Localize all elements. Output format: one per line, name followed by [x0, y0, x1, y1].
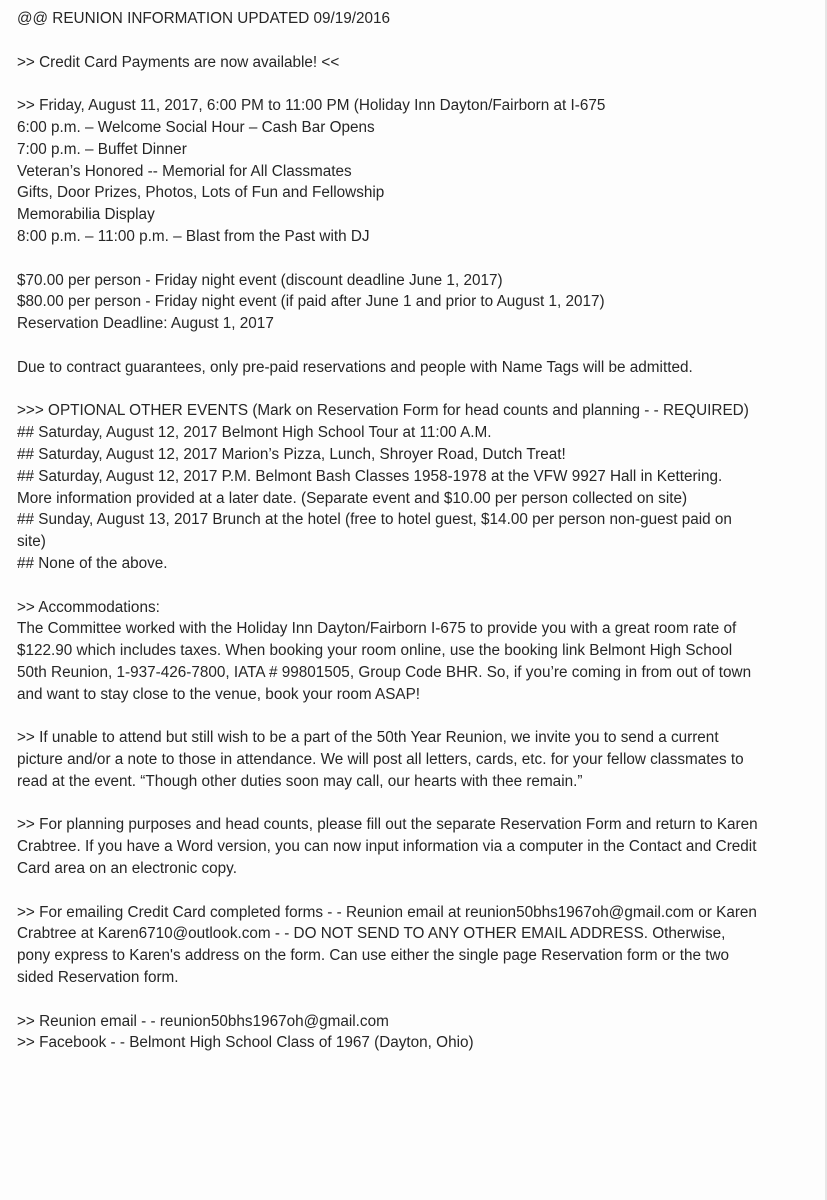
document-line: ## None of the above.: [17, 554, 168, 572]
blank-line: [17, 989, 817, 1011]
document-line: Card area on an electronic copy.: [17, 860, 237, 878]
document-line: Memorabilia Display: [17, 206, 155, 224]
blank-line: [17, 706, 817, 728]
document-line: More information provided at a later date. (Separate event and $10.00 per person collected on site): [17, 489, 688, 507]
document-line: 7:00 p.m. – Buffet Dinner: [17, 140, 187, 158]
document-line: 6:00 p.m. – Welcome Social Hour – Cash Bar Opens: [17, 118, 375, 136]
document-line: Veteran’s Honored -- Memorial for All Classmates: [17, 162, 352, 180]
document-line: $122.90 which includes taxes. When booking your room online, use the booking link Belmont High School: [17, 642, 733, 660]
document-line: >>> OPTIONAL OTHER EVENTS (Mark on Reservation Form for head counts and planning - - REQUIRED): [17, 402, 749, 420]
document-line: ## Sunday, August 13, 2017 Brunch at the hotel (free to hotel guest, $14.00 per person non-guest paid on: [17, 511, 732, 529]
reunion-information-document: [17, 8, 817, 1054]
blank-line: [17, 335, 817, 357]
document-line: picture and/or a note to those in attendance. We will post all letters, cards, etc. for your fellow classmates to: [17, 751, 744, 769]
blank-line: [17, 793, 817, 815]
document-line: Crabtree at Karen6710@outlook.com - - DO NOT SEND TO ANY OTHER EMAIL ADDRESS. Otherwise,: [17, 925, 726, 943]
document-line: 50th Reunion, 1-937-426-7800, IATA # 99801505, Group Code BHR. So, if you’re coming in from out of town: [17, 663, 752, 681]
document-line: The Committee worked with the Holiday Inn Dayton/Fairborn I-675 to provide you with a great room rate of: [17, 620, 737, 638]
blank-line: [17, 379, 817, 401]
document-line: $70.00 per person - Friday night event (discount deadline June 1, 2017): [17, 271, 503, 289]
document-line: site): [17, 533, 46, 551]
document-line: >> For emailing Credit Card completed forms - - Reunion email at reunion50bhs1967oh@gmail.com or Karen: [17, 903, 757, 921]
document-line: 8:00 p.m. – 11:00 p.m. – Blast from the Past with DJ: [17, 227, 370, 245]
document-line: >> Friday, August 11, 2017, 6:00 PM to 11:00 PM (Holiday Inn Dayton/Fairborn at I-675: [17, 97, 606, 115]
document-line: ## Saturday, August 12, 2017 Marion’s Pizza, Lunch, Shroyer Road, Dutch Treat!: [17, 445, 566, 463]
blank-line: [17, 248, 817, 270]
blank-line: [17, 73, 817, 95]
document-line: >> If unable to attend but still wish to be a part of the 50th Year Reunion, we invite you to send a current: [17, 729, 719, 747]
document-line: Gifts, Door Prizes, Photos, Lots of Fun and Fellowship: [17, 184, 385, 202]
document-line: pony express to Karen's address on the form. Can use either the single page Reservation form or the two: [17, 947, 730, 965]
document-line: ## Saturday, August 12, 2017 Belmont High School Tour at 11:00 A.M.: [17, 424, 492, 442]
document-line: >> Accommodations:: [17, 598, 160, 616]
document-line: >> Reunion email - - reunion50bhs1967oh@gmail.com: [17, 1012, 389, 1030]
document-line: @@ REUNION INFORMATION UPDATED 09/19/2016: [17, 10, 391, 27]
blank-line: [17, 575, 817, 597]
document-line: sided Reservation form.: [17, 969, 179, 987]
document-line: read at the event. “Though other duties soon may call, our hearts with thee remain.”: [17, 772, 583, 790]
document-line: $80.00 per person - Friday night event (if paid after June 1 and prior to August 1, 2017): [17, 293, 605, 311]
document-line: >> Facebook - - Belmont High School Class of 1967 (Dayton, Ohio): [17, 1034, 474, 1052]
document-line: >> For planning purposes and head counts, please fill out the separate Reservation Form and return to Karen: [17, 816, 758, 834]
document-line: >> Credit Card Payments are now available! <<: [17, 53, 340, 71]
document-line: ## Saturday, August 12, 2017 P.M. Belmont Bash Classes 1958-1978 at the VFW 9927 Hall in Kettering.: [17, 467, 723, 485]
document-line: Crabtree. If you have a Word version, you can now input information via a computer in the Contact and Credit: [17, 838, 757, 856]
blank-line: [17, 880, 817, 902]
document-line: Due to contract guarantees, only pre-paid reservations and people with Name Tags will be admitted.: [17, 358, 693, 376]
blank-line: [17, 30, 817, 52]
document-line: and want to stay close to the venue, book your room ASAP!: [17, 685, 421, 703]
document-line: Reservation Deadline: August 1, 2017: [17, 315, 274, 333]
